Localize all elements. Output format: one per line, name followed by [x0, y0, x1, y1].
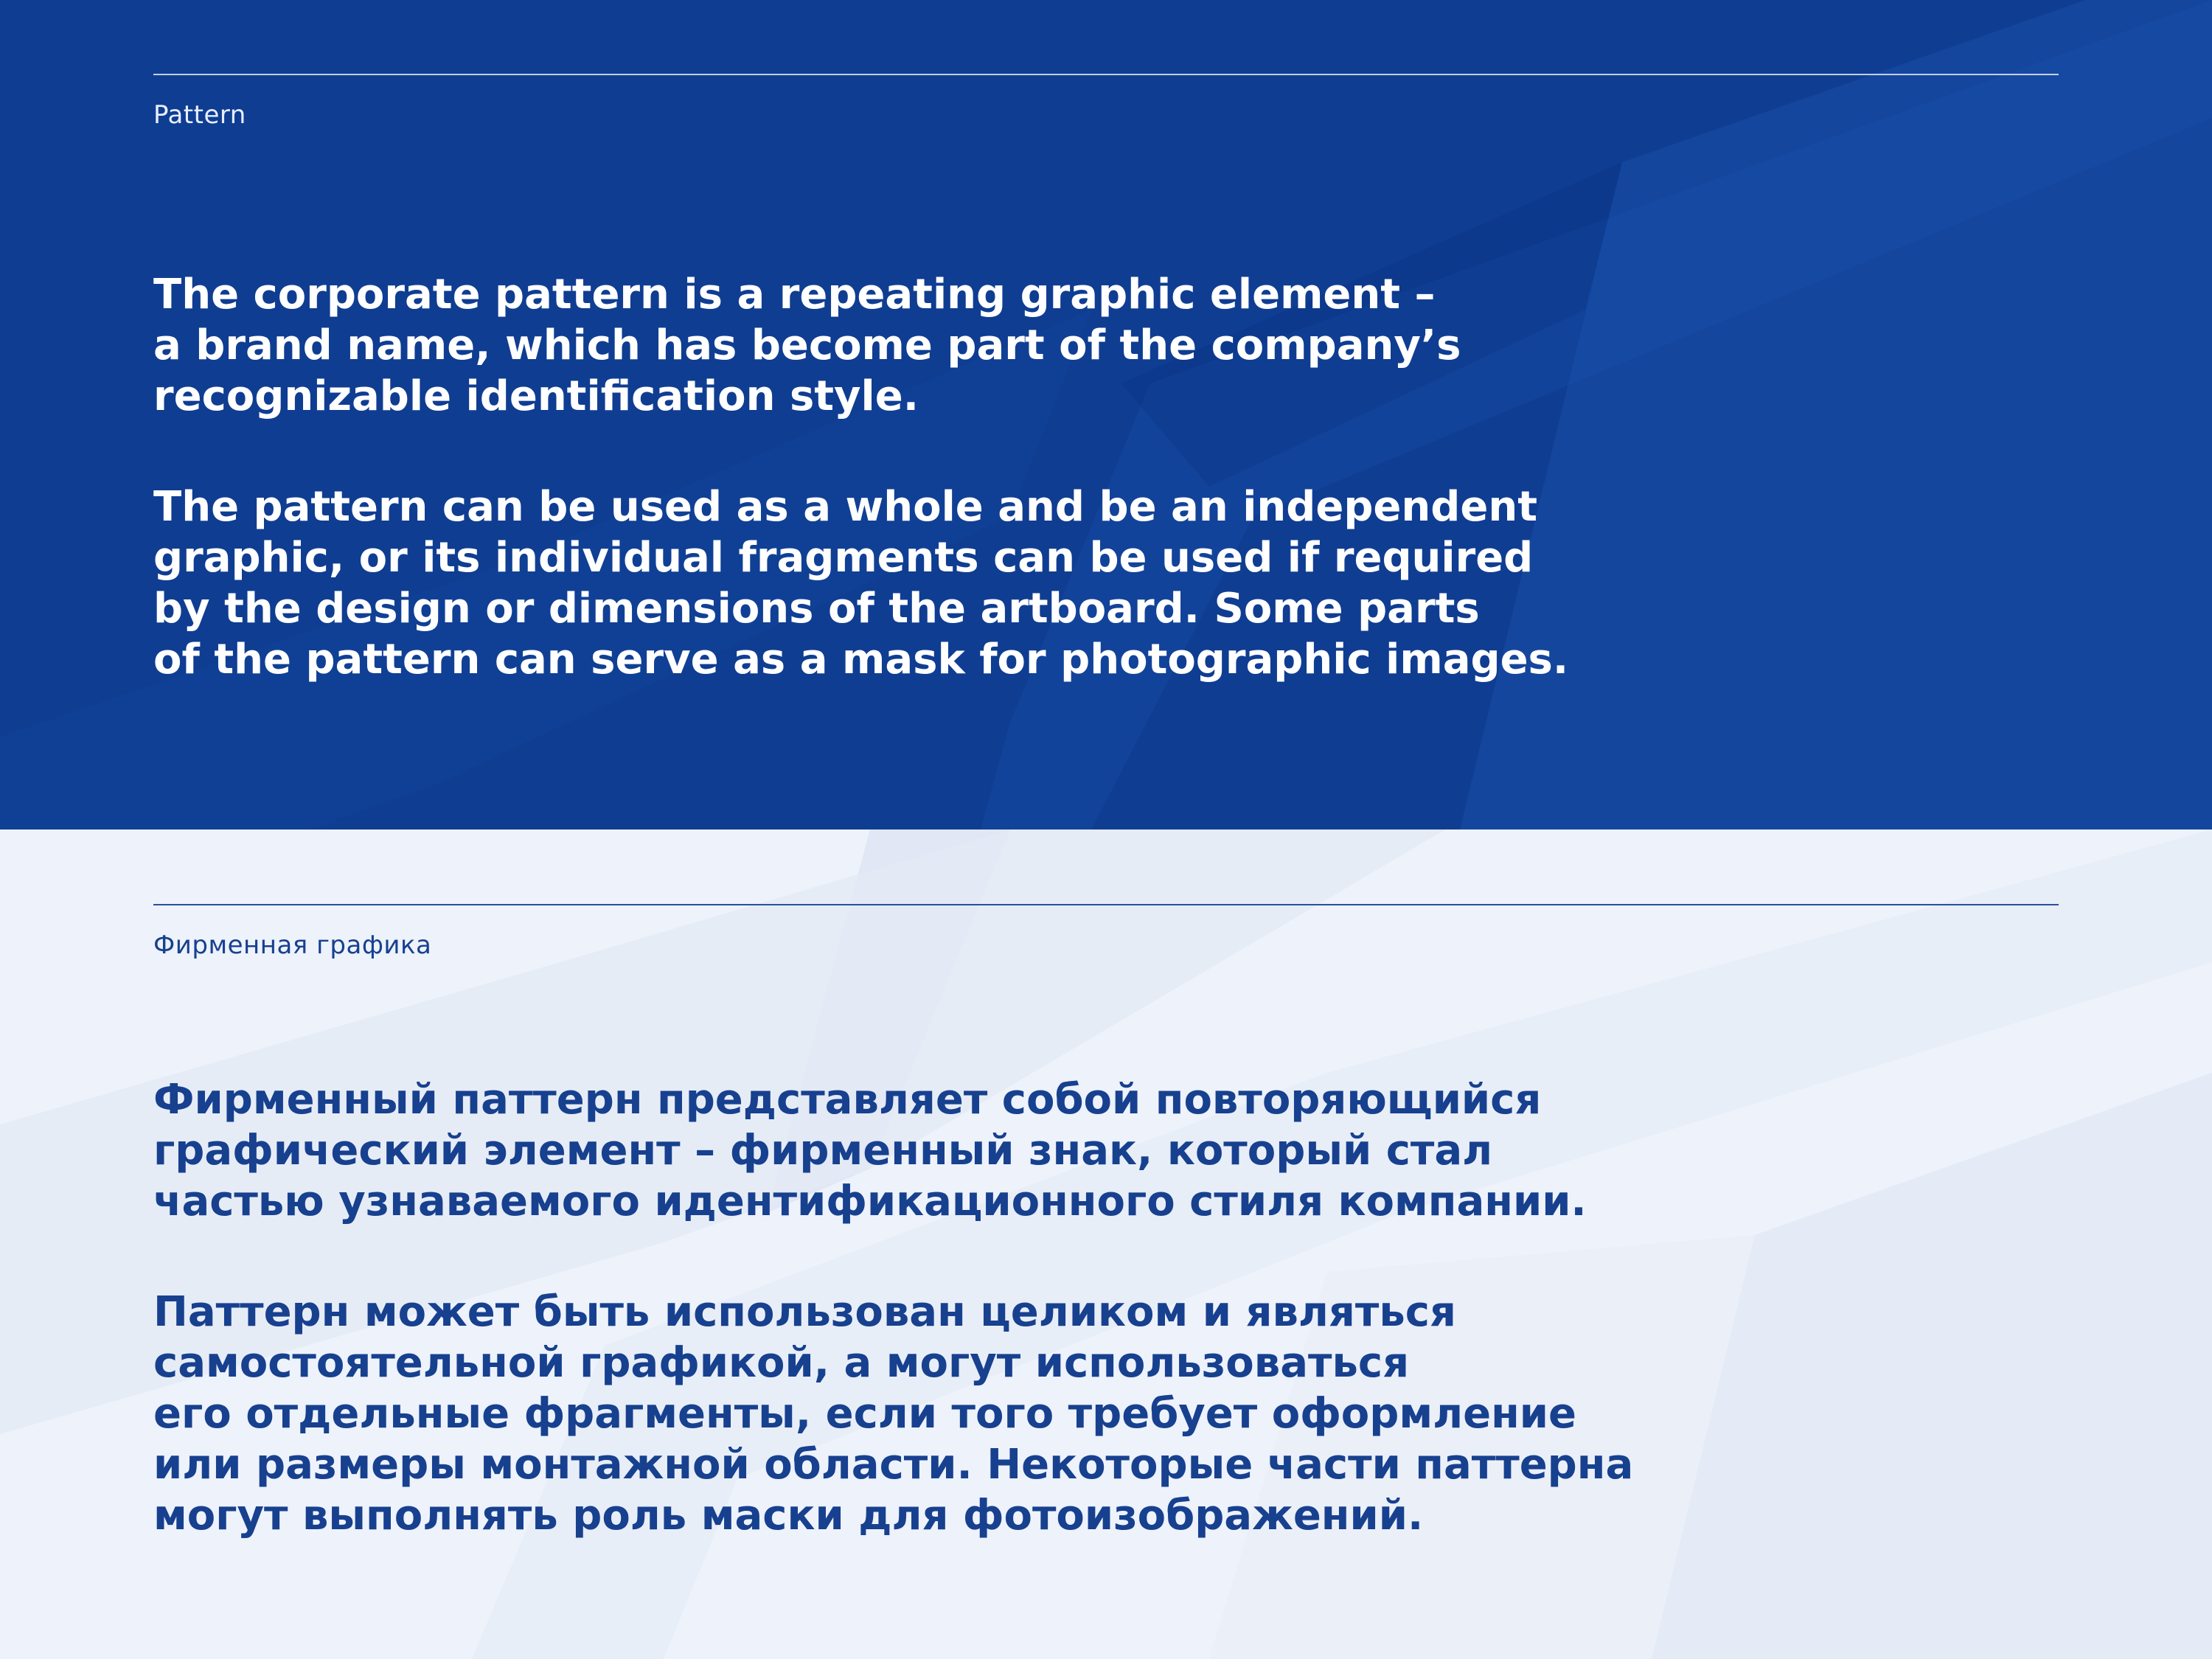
text-line: graphic, or its individual fragments can be used if required — [153, 534, 1534, 582]
text-line: The corporate pattern is a repeating graphic element – — [153, 271, 1436, 319]
text-line: a brand name, which has become part of the company’s — [153, 321, 1461, 369]
paragraph-ru-2 — [153, 1287, 1633, 1541]
text-line: by the design or dimensions of the artboard. Some parts — [153, 585, 1480, 633]
text-line: его отдельные фрагменты, если того требует оформление — [153, 1390, 1577, 1438]
paragraph-en-2 — [153, 481, 1568, 685]
text-line: частью узнаваемого идентификационного стиля компании. — [153, 1178, 1587, 1225]
text-line: самостоятельной графикой, а могут использоваться — [153, 1339, 1410, 1387]
section-divider-en — [153, 74, 2059, 75]
text-line: Фирменный паттерн представляет собой повторяющийся — [153, 1076, 1542, 1124]
body-text-en — [153, 269, 1568, 685]
text-line: Паттерн может быть использован целиком и являться — [153, 1288, 1456, 1336]
paragraph-ru-1 — [153, 1074, 1633, 1227]
body-text-ru — [153, 1074, 1633, 1541]
text-line: of the pattern can serve as a mask for photographic images. — [153, 636, 1569, 684]
section-divider-ru — [153, 904, 2059, 905]
paragraph-en-1 — [153, 269, 1568, 422]
text-line: графический элемент – фирменный знак, который стал — [153, 1127, 1493, 1175]
section-label-ru: Фирменная графика — [153, 931, 432, 960]
section-label-en: Pattern — [153, 100, 246, 130]
text-line: recognizable identification style. — [153, 372, 919, 420]
russian-section — [0, 830, 2212, 1659]
text-line: The pattern can be used as a whole and be an independent — [153, 483, 1537, 531]
text-line: могут выполнять роль маски для фотоизображений. — [153, 1492, 1424, 1540]
text-line: или размеры монтажной области. Некоторые части паттерна — [153, 1441, 1634, 1489]
